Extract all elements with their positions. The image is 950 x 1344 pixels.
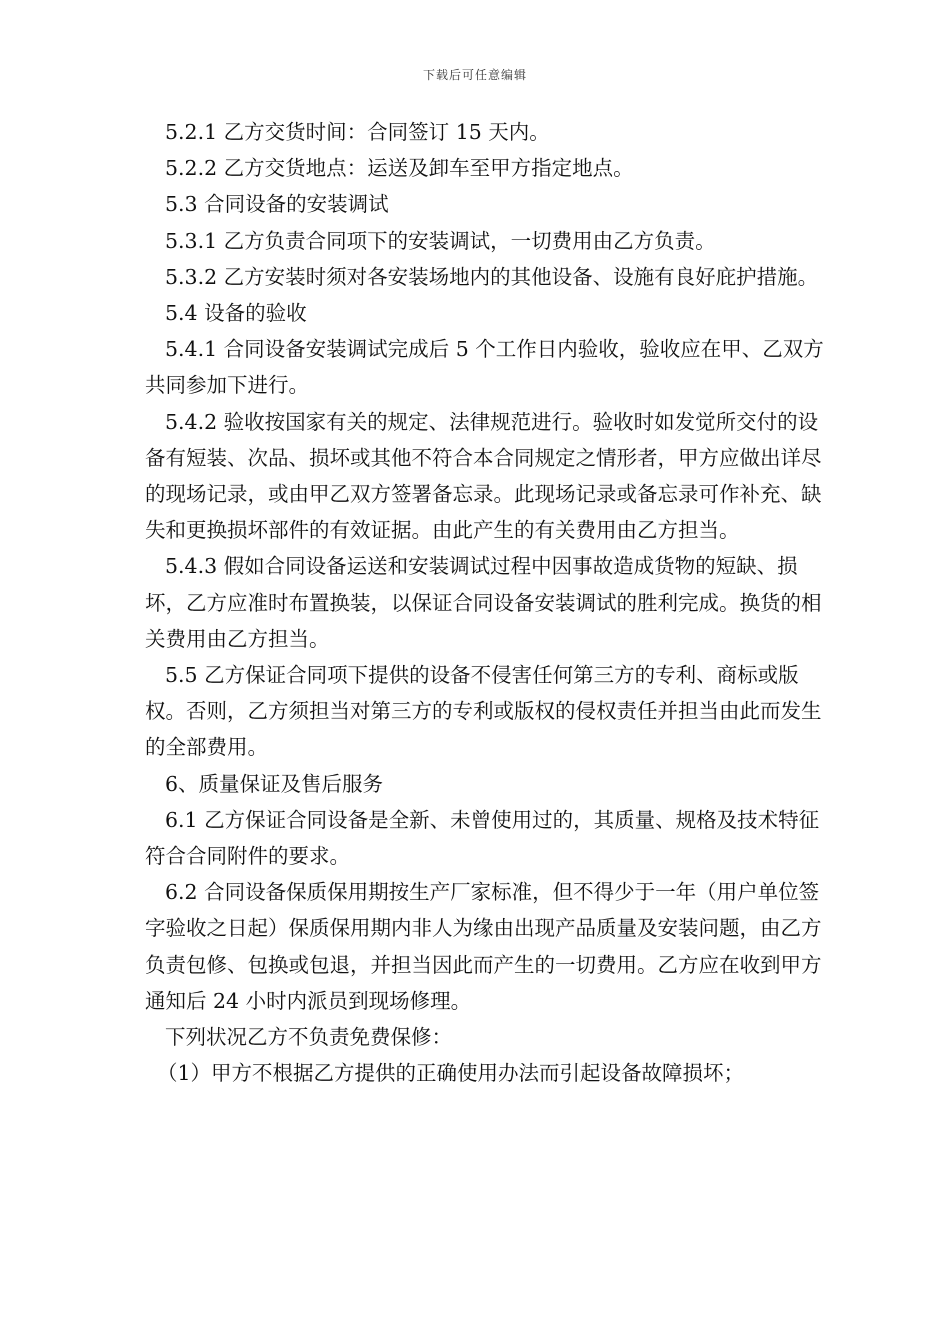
clause-5-4-2: 5.4.2 验收按国家有关的规定、法律规范进行。验收时如发觉所交付的设备有短装、次品、损坏或其他不符合本合同规定之情形者，甲方应做出详尽的现场记录，或由甲乙双方签署备忘录。此现场记录或备忘录可作补充、缺失和更换损坏部件的有效证据。由此产生的有关费用由乙方担当。 bbox=[145, 409, 822, 543]
clause-5-2-1: 5.2.1 乙方交货时间：合同签订 15 天内。 bbox=[165, 120, 550, 144]
clause-5-5: 5.5 乙方保证合同项下提供的设备不侵害任何第三方的专利、商标或版权。否则，乙方须担当对第三方的专利或版权的侵权责任并担当由此而发生的全部费用。 bbox=[145, 663, 822, 760]
clause-5-3-1: 5.3.1 乙方负责合同项下的安装调试，一切费用由乙方负责。 bbox=[165, 228, 716, 253]
page-header-note: 下载后可任意编辑 bbox=[422, 68, 527, 82]
exclusions-intro: 下列状况乙方不负责免费保修： bbox=[165, 1025, 452, 1050]
clause-5-4-heading: 5.4 设备的验收 bbox=[165, 301, 307, 326]
clause-5-4-1: 5.4.1 合同设备安装调试完成后 5 个工作日内验收，验收应在甲、乙双方共同参加下进行。 bbox=[145, 337, 824, 398]
section-6-heading: 6、质量保证及售后服务 bbox=[165, 771, 384, 796]
clause-6-1: 6.1 乙方保证合同设备是全新、未曾使用过的，其质量、规格及技术特征符合合同附件的要求。 bbox=[145, 807, 820, 869]
clause-5-3-2: 5.3.2 乙方安装时须对各安装场地内的其他设备、设施有良好庇护措施。 bbox=[165, 264, 819, 289]
document-body bbox=[145, 114, 825, 1091]
clause-5-3-heading: 5.3 合同设备的安装调试 bbox=[165, 192, 389, 217]
clause-5-2-2: 5.2.2 乙方交货地点：运送及卸车至甲方指定地点。 bbox=[165, 156, 634, 181]
exclusion-item-1: （1）甲方不根据乙方提供的正确使用办法而引起设备故障损坏； bbox=[157, 1061, 745, 1086]
clause-5-4-3: 5.4.3 假如合同设备运送和安装调试过程中因事故造成货物的短缺、损坏，乙方应准时布置换装，以保证合同设备安装调试的胜利完成。换货的相关费用由乙方担当。 bbox=[145, 554, 822, 651]
clause-6-2: 6.2 合同设备保质保用期按生产厂家标准，但不得少于一年（用户单位签字验收之日起）保质保用期内非人为缘由出现产品质量及安装问题，由乙方负责包修、包换或包退，并担当因此而产生的一切费用。乙方应在收到甲方通知后 24 小时内派员到现场修理。 bbox=[145, 880, 822, 1013]
